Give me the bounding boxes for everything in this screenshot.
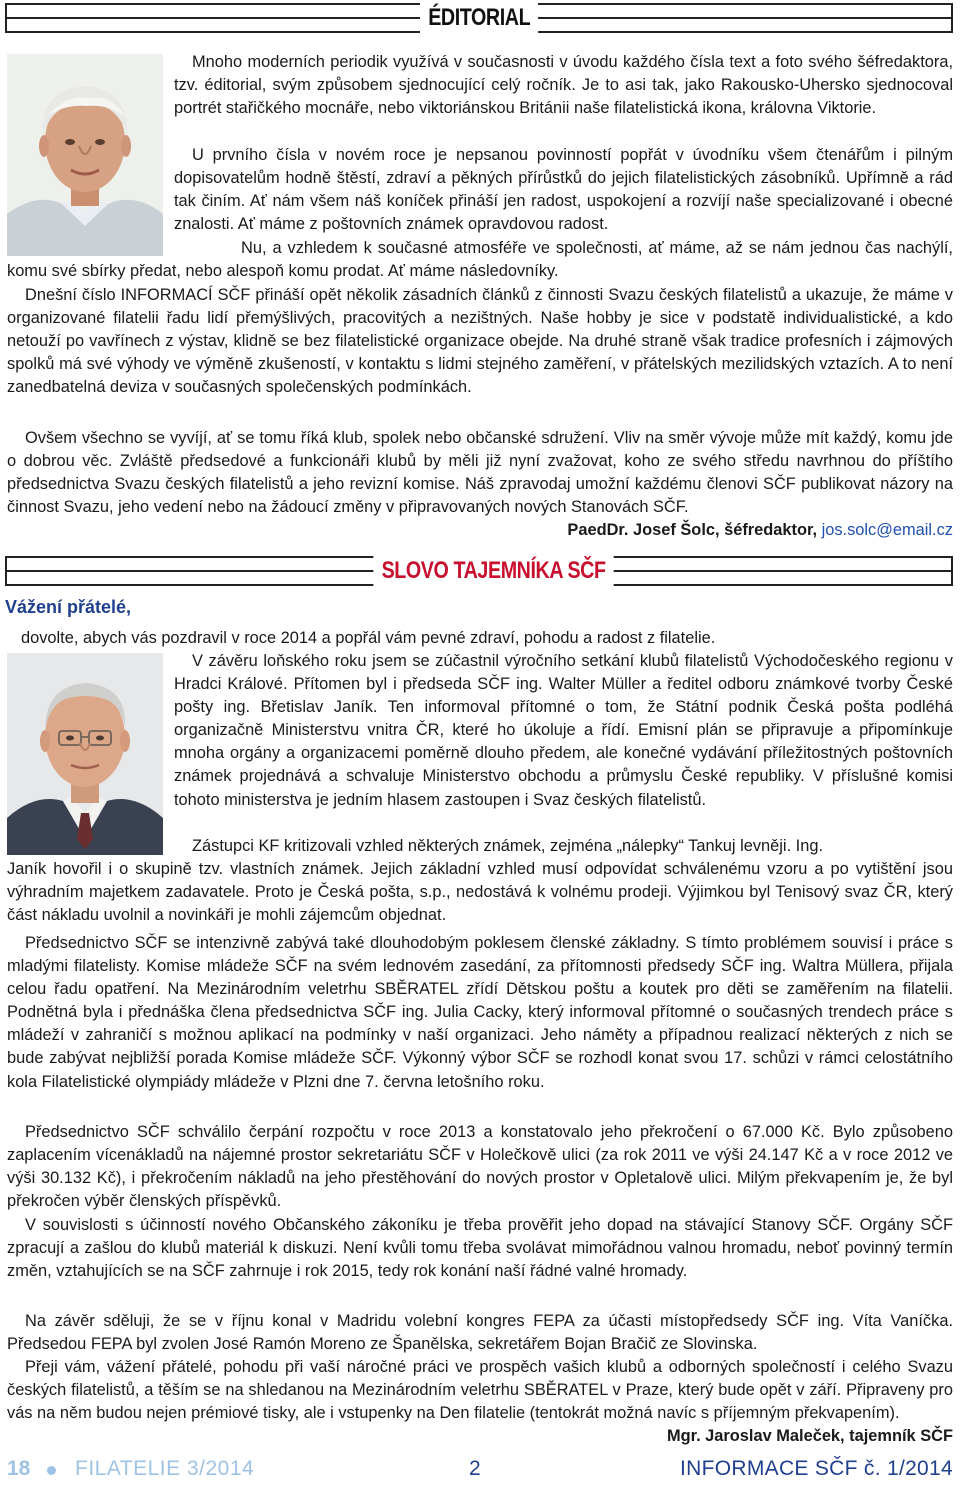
magazine-issue: FILATELIE 3/2014 <box>75 1457 255 1480</box>
bullet-dot-icon <box>47 1466 56 1475</box>
secretary-greeting: Vážení přátelé, <box>5 597 132 617</box>
secretary-portrait-image <box>7 653 163 855</box>
secretary-title: SLOVO TAJEMNÍKA SČF <box>373 556 613 586</box>
editor-portrait-photo <box>7 54 163 256</box>
editorial-paragraph-4: Ovšem všechno se vyvíjí, ať se tomu říká klub, spolek nebo občanské sdružení. Vliv na směr vývoje může mít každý, komu jde o dobrou věc. Zvláště předsedové a funkcionáři klubů by měli již nyní zvažovat, koho ze svého středu navrhnou do příštího předsednictva Svazu českých filatelistů a jeho revizní komise. Náš zpravodaj umožní každému členovi SČF publikovat názory na činnost Svazu, jeho vedení nebo na žádoucí změny v připravovaných nových Stanovách SČF. PaedDr. Josef Šolc, šéfredaktor, jos.solc@email.cz <box>7 427 953 542</box>
inner-page-number: 2 <box>469 1457 481 1480</box>
page-number: 18 <box>7 1457 31 1480</box>
secretary-paragraph-4: Předsednictvo SČF se intenzivně zabývá také dlouhodobým poklesem členské základny. S tímto problémem souvisí i práce s mladými filatelisty. Komise mládeže SČF na svém lednovém zasedání, za přítomnosti předsedy SČF ing. Waltra Müllera, přijala celou řadu opatření. Na Mezinárodním veletrhu SBĚRATEL zřídí Dětskou poštu a koutek pro děti se zaměřením na filatelii. Podnětná byla i přednáška člena předsednictva SČF ing. Julia Cacky, který informoval přítomné o současných trendech práce s mládeží v zahraničí s možnou aplikací na podmínky v naší organizaci. Jeho náměty a případnou realizací některých z nich se bude zabývat nejbližší porada Komise mládeže SČF. Výkonný výbor SČF se rozhodl konat svou 17. schůzi v rámci celostátního kola Filatelistické olympiády mládeže v Plzni dne 7. června letošního roku. <box>7 934 953 1091</box>
page-footer <box>0 1455 960 1485</box>
secretary-portrait-photo <box>7 653 163 855</box>
secretary-paragraph-5: Předsednictvo SČF schválilo čerpání rozpočtu v roce 2013 a konstatovalo jeho překročení o 67.000 Kč. Bylo způsobeno zaplacením vícenákladů na nájemné prostor sekretariátu SČF v Holečkově ulici (za rok 2011 ve výši 24.147 Kč a v roce 2012 ve výši 30.132 Kč), i překročením nákladů na jeho přestěhování do nových prostor v Opletalově ulici. Milým překvapením je, že byl překročen výběr členských příspěvků. <box>7 1123 953 1211</box>
editor-email-link[interactable]: jos.solc@email.cz <box>821 521 953 540</box>
secretary-paragraph-3a: Zástupci KF kritizovali vzhled některých známek, zejména „nálepky“ Tankuj levněji. Ing. <box>192 837 824 855</box>
secretary-signature: Mgr. Jaroslav Maleček, tajemník SČF <box>666 1427 953 1446</box>
secretary-paragraph-3b: Janík hovořil i o skupině tzv. vlastních známek. Jejich základní vzhled musí odpovídat schválenému vzoru a po vytištění jsou výhradním majetkem zadavatele. Proto je Česká pošta, s.p., nedostává k volnému prodeji. Výjimkou byl Tenisový svaz ČR, který část nákladu uvolnil a novinkáři je mohli zájemcům objednat. <box>7 860 953 925</box>
secretary-paragraph-7: Na závěr sděluji, že se v říjnu konal v Madridu volební kongres FEPA za účasti místopředsedy SČF ing. Víta Vaníčka. Předsedou FEPA byl zvolen José Ramón Moreno ze Španělska, sekretářem Bojan Bračič ze Slovinska. <box>7 1312 953 1354</box>
editorial-paragraph-2b: Nu, a vzhledem k současné atmosféře ve společnosti, ať máme, až se nám jednou čas nachýlí, komu své sbírky předat, nebo alespoň komu prodat. Ať máme následovníky. <box>7 239 953 281</box>
editorial-paragraph-3: Dnešní číslo INFORMACÍ SČF přináší opět několik zásadních článků z činnosti Svazu českých filatelistů a ukazuje, že máme v organizované filatelii řadu lidí přemýšlivých, pracovitých a nezištných. Naše hobby je sice v podstatě individualistické, a kdo netouží po vavřínech z výstav, klidně se bez filatelistické organizace obejde. Na druhé straně však tradice profesních i zájmových spolků má své výhody ve výměně zkušeností, v kontaktu s lidmi stejného zaměření, v přátelských mezilidských vztazích. A to není zanedbatelná deviza v současných společenských podmínkách. <box>7 286 953 397</box>
editor-portrait-image <box>7 54 163 256</box>
editorial-signature: PaedDr. Josef Šolc, šéfredaktor, jos.solc@email.cz <box>567 521 953 540</box>
secretary-paragraph-1: dovolte, abych vás pozdravil v roce 2014 a popřál vám pevné zdraví, pohodu a radost z filatelie. <box>21 629 716 647</box>
editorial-title: ÉDITORIAL <box>420 3 538 33</box>
editorial-paragraph-2a: U prvního čísla v novém roce je nepsanou povinností popřát v úvodníku všem čtenářům i pilným dopisovatelům hodně štěstí, zdraví a pěkných přírůstků do jejich filatelistických zásobníků. Upřímně a rád tak činím. Ať nám všem náš koníček přináší jen radost, uspokojení a rozvíjí naše specializované i obecné znalosti. Ať máme z poštovních známek opravdovou radost. <box>174 146 953 234</box>
secretary-paragraph-6: V souvislosti s účinností nového Občanského zákoníku je třeba prověřit jeho dopad na stávající Stanovy SČF. Orgány SČF zpracují a zašlou do klubů materiál k diskuzi. Není kvůli tomu třeba svolávat mimořádnou valnou hromadu, neboť povinný termín změn, vztahujících se na SČF zahrnuje i rok 2015, tedy rok konání naší řádné valné hromady. <box>7 1216 953 1281</box>
secretary-paragraph-2: V závěru loňského roku jsem se zúčastnil výročního setkání klubů filatelistů Východočeského regionu v Hradci Králové. Přítomen byl i předseda SČF ing. Walter Müller a ředitel odboru známkové tvorby České pošty ing. Břetislav Janík. Ten informoval přítomné o tom, že Státní podnik Česká pošta podléhá organizačně Ministerstvu vnitra ČR, které ho úkoluje a řídí. Emisní plán se připravuje a připomínkuje mnoha orgány a organizacemi poměrně dlouho předem, ale konečné vydávání příležitostných poštovních známek projednává a schvaluje Ministerstvo obchodu a průmyslu České republiky. V příslušné komisi tohoto ministerstva je jedním hlasem zastoupen i Svaz českých filatelistů. <box>174 652 953 809</box>
editorial-header <box>5 3 953 33</box>
secretary-paragraph-8: Přeji vám, vážení přátelé, pohodu při vaší náročné práci ve prospěch vašich klubů a odborných společností i celého Svazu českých filatelistů, a těším se na shledanou na Mezinárodním veletrhu SBĚRATEL v Praze, který bude opět v září. Připraveny pro vás na něm budou nejen prémiové tisky, ale i vstupenky na Den filatelie (tentokrát možná navíc s příjemným překvapením). Mgr. Jaroslav Maleček, tajemník SČF <box>7 1356 953 1448</box>
editorial-paragraph-1: Mnoho moderních periodik využívá v současnosti v úvodu každého čísla text a foto svého šéfredaktora, tzv. éditorial, svým způsobem sjednocující celý ročník. Je to asi tak, jako Rakousko-Uhersko sjednocoval portrét stařičkého mocnáře, nebo viktoriánskou Británii naše filatelistická ikona, královna Viktorie. <box>174 53 953 118</box>
bulletin-issue: INFORMACE SČF č. 1/2014 <box>680 1457 953 1480</box>
secretary-header <box>5 556 953 586</box>
